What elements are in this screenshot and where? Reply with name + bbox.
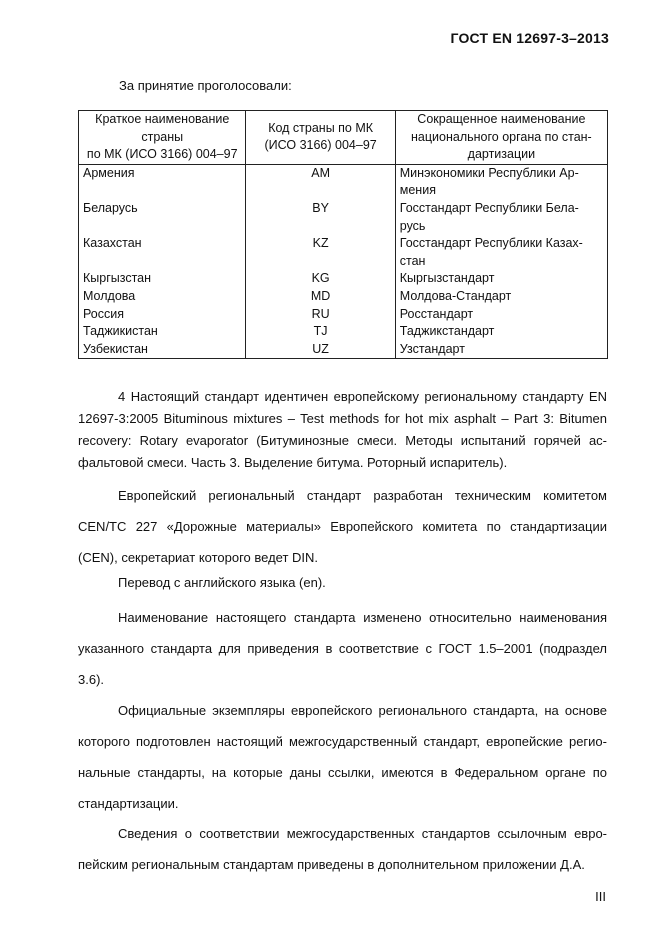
table-row — [79, 306, 608, 324]
org-cell: Госстандарт Республики Бела- русь — [395, 200, 607, 235]
table-row — [79, 341, 608, 359]
country-cell: Казахстан — [79, 235, 246, 270]
paragraph-identity-note: 4 Настоящий стандарт идентичен европейскому региональному стандарту EN 12697-3:2005 Bituminous mixtures – Test methods for hot mix asphalt – Part 3: Bitumen recovery: Rotary evaporator (Битуминозные смеси. Методы испытаний горячей ас- фальтовой смеси. Часть 3. Выделение битума. Роторный испаритель). — [78, 389, 607, 470]
table-row — [79, 270, 608, 288]
header-national-body: Сокращенное наименование национального органа по стан- дартизации — [395, 111, 607, 165]
code-cell: TJ — [246, 323, 395, 341]
paragraph-official-copies: Официальные экземпляры европейского регионального стандарта, на основе которого подготовлен настоящий межгосударственный стандарт, европейские регио- нальные стандарты, на которые даны ссылки, имеются в Федеральном органе по стандартизации. — [78, 703, 607, 811]
code-cell: UZ — [246, 341, 395, 359]
org-cell: Росстандарт — [395, 306, 607, 324]
page-number: III — [595, 889, 606, 904]
country-cell: Беларусь — [79, 200, 246, 235]
header-country-code: Код страны по МК (ИСО 3166) 004–97 — [246, 111, 395, 165]
code-cell: RU — [246, 306, 395, 324]
table-row — [79, 164, 608, 200]
countries-table — [78, 110, 608, 359]
code-cell: KG — [246, 270, 395, 288]
paragraph-correspondence: Сведения о соответствии межгосударственных стандартов ссылочным евро- пейским региональным стандартам приведены в дополнительном приложении Д.А. — [78, 826, 607, 872]
country-cell: Россия — [79, 306, 246, 324]
paragraph-title-change: Наименование настоящего стандарта изменено относительно наименования указанного стандарта для приведения в соответствие с ГОСТ 1.5–2001 (подраздел 3.6). — [78, 610, 607, 687]
country-cell: Узбекистан — [79, 341, 246, 359]
code-cell: KZ — [246, 235, 395, 270]
org-cell: Минэкономики Республики Ар- мения — [395, 164, 607, 200]
table-row — [79, 288, 608, 306]
country-cell: Армения — [79, 164, 246, 200]
voting-intro: За принятие проголосовали: — [119, 78, 292, 93]
table-row — [79, 200, 608, 235]
paragraph-cen-committee: Европейский региональный стандарт разработан техническим комитетом CEN/TC 227 «Дорожные материалы» Европейского комитета по стандартизации (CEN), секретариат которого ведет DIN. — [78, 488, 607, 565]
table-header-row — [79, 111, 608, 165]
header-country-name: Краткое наименование страны по МК (ИСО 3166) 004–97 — [79, 111, 246, 165]
table-row — [79, 235, 608, 270]
country-cell: Таджикистан — [79, 323, 246, 341]
org-cell: Узстандарт — [395, 341, 607, 359]
table-row — [79, 323, 608, 341]
country-cell: Молдова — [79, 288, 246, 306]
code-cell: AM — [246, 164, 395, 200]
code-cell: BY — [246, 200, 395, 235]
org-cell: Молдова-Стандарт — [395, 288, 607, 306]
code-cell: MD — [246, 288, 395, 306]
org-cell: Кыргызстандарт — [395, 270, 607, 288]
paragraph-translation: Перевод с английского языка (en). — [118, 575, 326, 590]
org-cell: Таджикстандарт — [395, 323, 607, 341]
document-code-header: ГОСТ EN 12697-3–2013 — [450, 30, 609, 46]
org-cell: Госстандарт Республики Казах- стан — [395, 235, 607, 270]
country-cell: Кыргызстан — [79, 270, 246, 288]
